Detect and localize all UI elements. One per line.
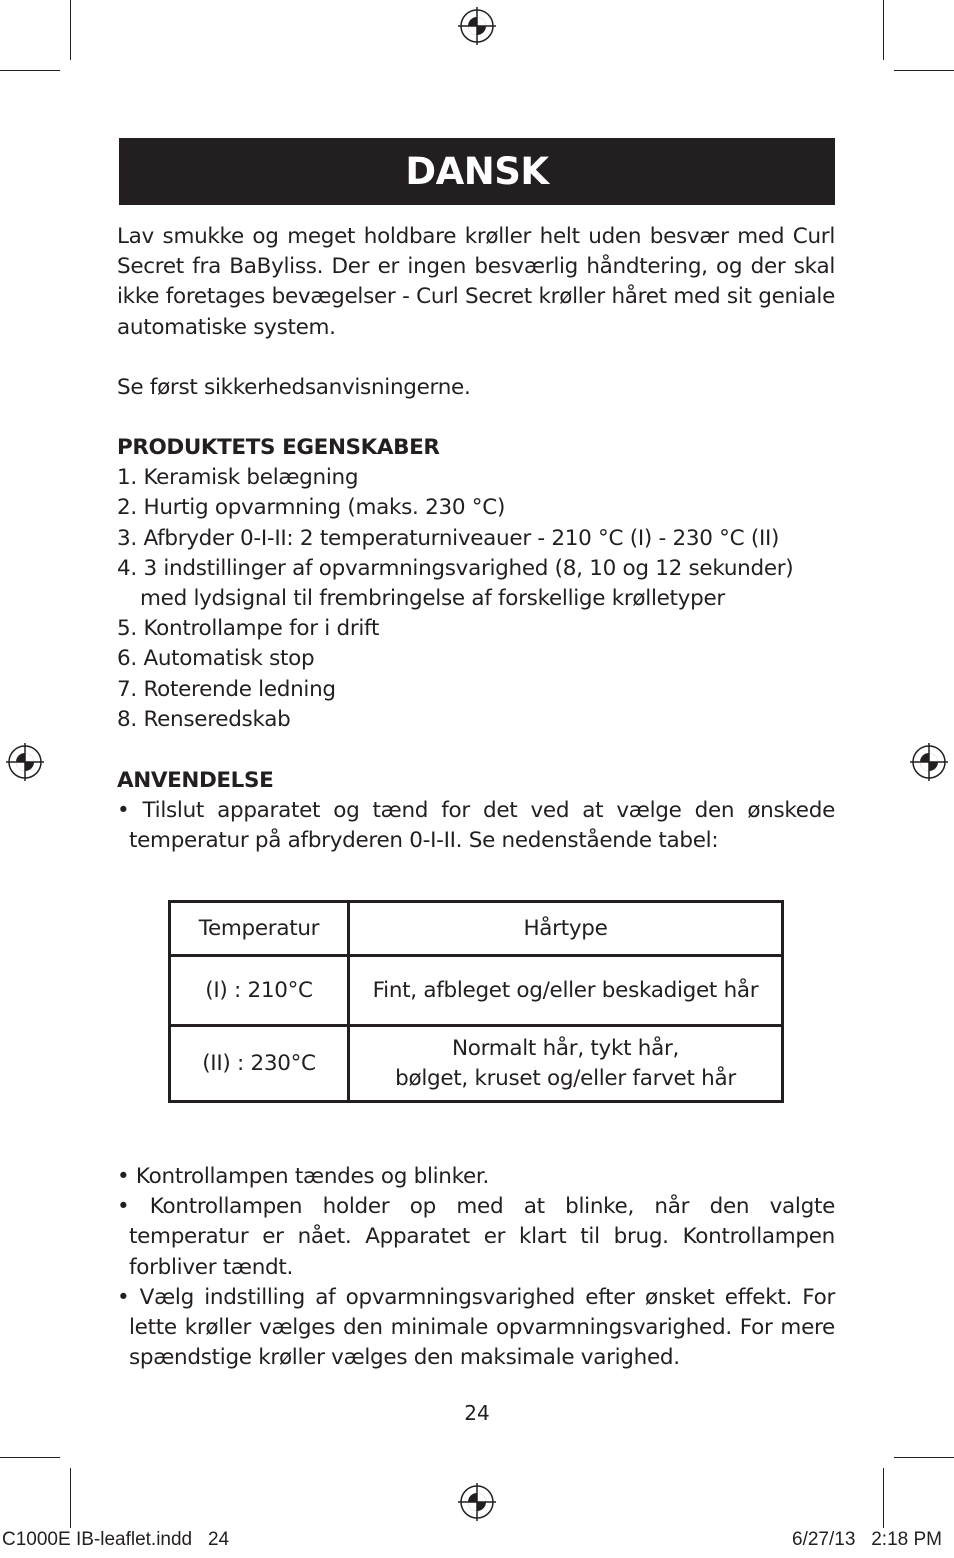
features-heading: PRODUKTETS EGENSKABER	[117, 435, 440, 460]
usage-steps-list	[117, 1162, 835, 1373]
list-item: 4. 3 indstillinger af opvarmningsvarighed (8, 10 og 12 sekunder) med lydsignal til frembringelse af forskellige krølletyper	[117, 555, 794, 612]
column-header: Hårtype	[349, 902, 783, 956]
temp-cell: (I) : 210°C	[170, 956, 349, 1026]
features-list	[117, 463, 835, 735]
list-item: 6. Automatisk stop	[117, 646, 315, 672]
crop-mark	[883, 0, 884, 60]
crop-mark	[70, 0, 71, 60]
temp-cell: (II) : 230°C	[170, 1026, 349, 1102]
list-item: 2. Hurtig opvarmning (maks. 230 °C)	[117, 495, 506, 521]
features-section	[117, 433, 835, 735]
table-row	[170, 956, 783, 1026]
intro-paragraph: Lav smukke og meget holdbare krøller helt uden besvær med Curl Secret fra BaByliss. Der er ingen besværlig håndtering, og der skal ikke foretages bevægelser - Curl Secret krøller håret med sit geniale automatiske system.	[117, 224, 835, 340]
registration-mark-icon	[458, 1483, 496, 1521]
usage-intro-list	[117, 796, 835, 856]
column-header: Temperatur	[170, 902, 349, 956]
crop-mark	[0, 70, 60, 71]
hair-cell	[349, 1026, 783, 1102]
registration-mark-icon	[910, 743, 948, 781]
list-item: • Tilslut apparatet og tænd for det ved at vælge den ønskede temperatur på afbryderen 0-I-II. Se nedenstående tabel:	[117, 798, 835, 854]
table-header-row	[170, 902, 783, 956]
safety-note: Se først sikkerhedsanvisningerne.	[117, 375, 471, 400]
registration-mark-icon	[458, 7, 496, 45]
list-item: • Vælg indstilling af opvarmningsvarighed efter ønsket effekt. For lette krøller vælges den minimale opvarmningsvarighed. For mere spændstige krøller vælges den maksimale varighed.	[117, 1284, 835, 1371]
table-row	[170, 1026, 783, 1102]
usage-heading: ANVENDELSE	[117, 768, 274, 793]
list-item: 7. Roterende ledning	[117, 676, 336, 702]
usage-steps	[117, 1162, 835, 1373]
hair-line: Normalt hår, tykt hår,	[451, 1035, 680, 1061]
crop-mark	[70, 1468, 71, 1528]
list-item: • Kontrollampen holder op med at blinke, når den valgte temperatur er nået. Apparatet er klart til brug. Kontrollampen forbliver tændt.	[117, 1194, 835, 1280]
registration-mark-icon	[6, 743, 44, 781]
crop-mark	[883, 1468, 884, 1528]
file-slug: C1000E IB-leaflet.indd 24	[2, 1529, 230, 1550]
list-item: 5. Kontrollampe for i drift	[117, 616, 380, 642]
hair-cell	[349, 956, 783, 1026]
intro-section	[117, 222, 835, 403]
temperature-table	[168, 900, 784, 1103]
list-item: 1. Keramisk belægning	[117, 465, 359, 491]
page-title: DANSK	[119, 138, 835, 205]
page-number: 24	[464, 1401, 490, 1425]
crop-mark	[894, 1457, 954, 1458]
crop-mark	[0, 1457, 60, 1458]
list-item: 8. Renseredskab	[117, 706, 291, 732]
list-item: • Kontrollampen tændes og blinker.	[117, 1164, 490, 1189]
list-item: 3. Afbryder 0-I-II: 2 temperaturniveauer - 210 °C (I) - 230 °C (II)	[117, 525, 780, 551]
date-slug: 6/27/13 2:18 PM	[792, 1529, 942, 1550]
crop-mark	[894, 70, 954, 71]
usage-section	[117, 766, 835, 857]
hair-line: bølget, kruset og/eller farvet hår	[395, 1065, 736, 1091]
hair-line: Fint, afbleget og/eller beskadiget hår	[372, 977, 759, 1003]
